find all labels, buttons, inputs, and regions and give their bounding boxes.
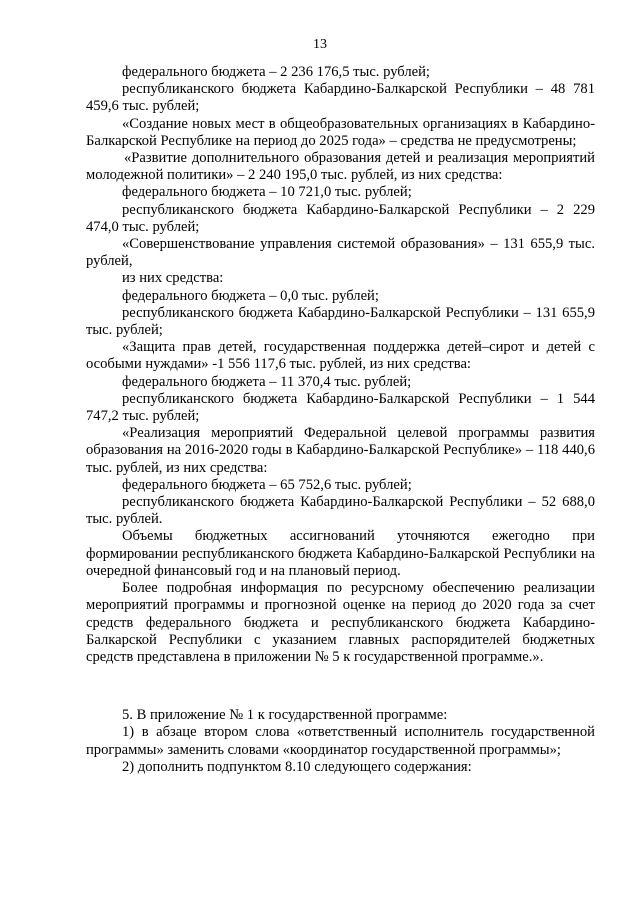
paragraph: республиканского бюджета Кабардино-Балкарской Республики – 52 688,0 тыс. рублей. <box>86 494 595 528</box>
paragraph: «Реализация мероприятий Федеральной целевой программы развития образования на 2016-2020 годы в Кабардино-Балкарской Республике» – 118 440,6 тыс. рублей, из них средства: <box>86 425 595 476</box>
paragraph: «Создание новых мест в общеобразовательных организациях в Кабардино-Балкарской Республике на период до 2025 года» – средства не предусмотрены; <box>86 115 595 149</box>
document-body <box>86 64 595 776</box>
paragraph: федерального бюджета – 10 721,0 тыс. рублей; <box>122 184 412 201</box>
paragraph: федерального бюджета – 65 752,6 тыс. рублей; <box>122 476 412 493</box>
paragraph: Более подробная информация по ресурсному обеспечению реализации мероприятий программы и прогнозной оценке на период до 2020 года за счет средств федерального бюджета и республиканского бюджета Кабардино-Балкарской Республики с указанием главных распорядителей бюджетных средств представлена в приложении № 5 к государственной программе.». <box>86 580 595 665</box>
paragraph: федерального бюджета – 2 236 176,5 тыс. рублей; <box>122 64 430 80</box>
paragraph: из них средства: <box>122 270 224 287</box>
page-number: 13 <box>313 37 327 52</box>
paragraph: Объемы бюджетных ассигнований уточняются ежегодно при формировании республиканского бюджета Кабардино-Балкарской Республики на очередной финансовый год и на плановый период. <box>86 528 595 579</box>
paragraph: «Развитие дополнительного образования детей и реализация мероприятий молодежной политики» – 2 240 195,0 тыс. рублей, из них средства: <box>86 150 595 184</box>
paragraph: республиканского бюджета Кабардино-Балкарской Республики – 131 655,9 тыс. рублей; <box>86 304 595 339</box>
amendment-item: 1) в абзаце втором слова «ответственный исполнитель государственной программы» заменить словами «координатор государственной программы»; <box>86 724 595 758</box>
amendment-item: 2) дополнить подпунктом 8.10 следующего содержания: <box>122 758 472 775</box>
paragraph-spacer <box>86 666 595 707</box>
paragraph: федерального бюджета – 0,0 тыс. рублей; <box>122 287 379 304</box>
paragraph: федерального бюджета – 11 370,4 тыс. рублей; <box>122 373 412 390</box>
paragraph: республиканского бюджета Кабардино-Балкарской Республики – 1 544 747,2 тыс. рублей; <box>86 390 595 425</box>
paragraph: республиканского бюджета Кабардино-Балкарской Республики – 2 229 474,0 тыс. рублей; <box>86 201 595 235</box>
amendment-heading: 5. В приложение № 1 к государственной программе: <box>122 707 448 724</box>
paragraph: «Защита прав детей, государственная поддержка детей–сирот и детей с особыми нуждами» -1 556 117,6 тыс. рублей, из них средства: <box>86 339 595 373</box>
paragraph: «Совершенствование управления системой образования» – 131 655,9 тыс. рублей, <box>86 236 595 270</box>
paragraph: республиканского бюджета Кабардино-Балкарской Республики – 48 781 459,6 тыс. рублей; <box>86 81 595 115</box>
